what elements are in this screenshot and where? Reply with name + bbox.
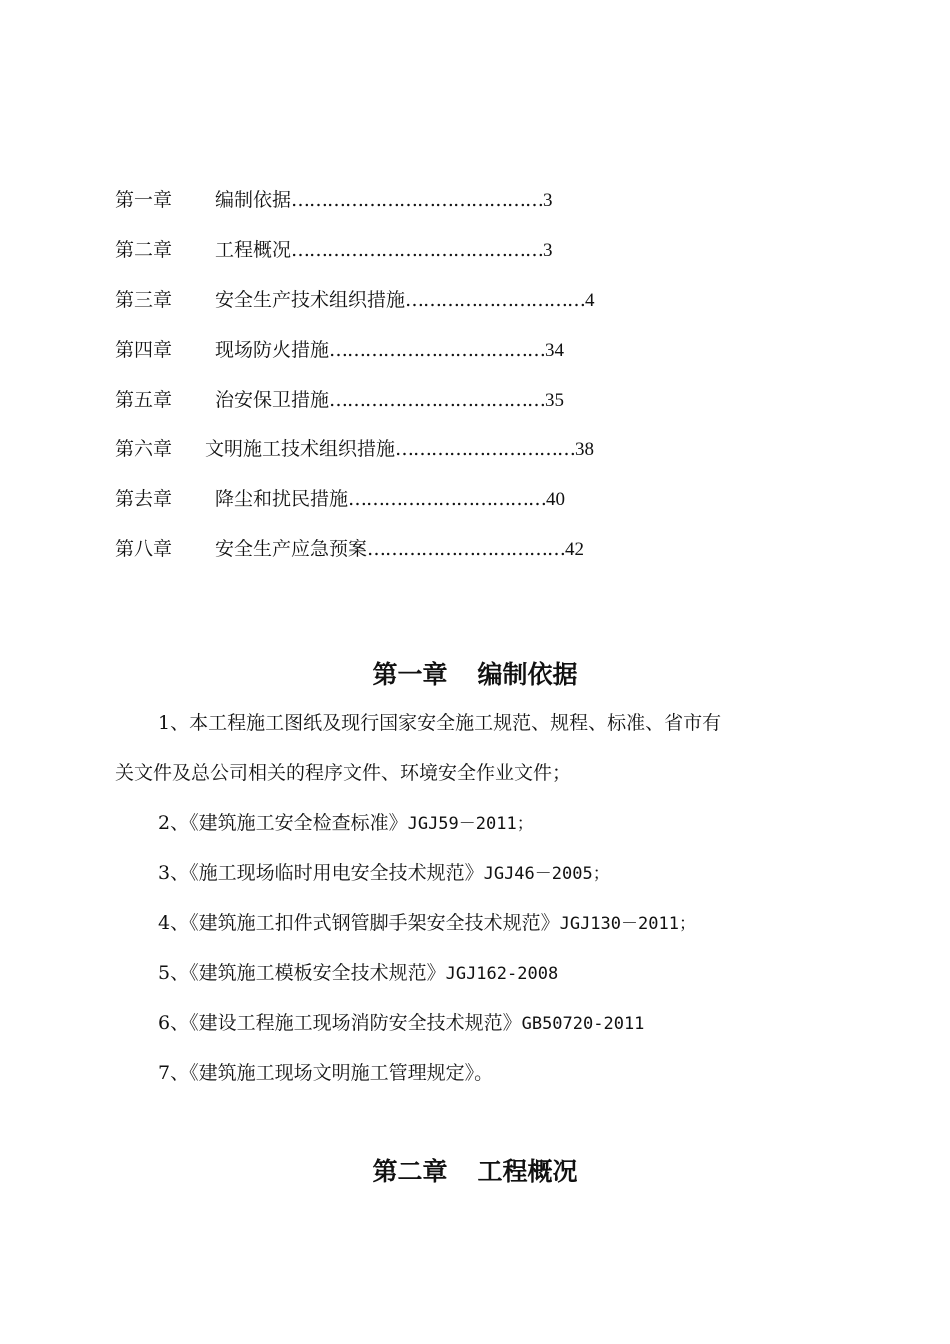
toc-title: 文明施工技术组织措施 (205, 438, 396, 460)
toc-title: 编制依据 (215, 189, 292, 211)
chapter-title: 工程概况 (477, 1157, 578, 1186)
reference-item (158, 998, 883, 1049)
toc-page-number: 38 (575, 439, 595, 460)
reference-code: JGJ130－2011； (559, 914, 696, 934)
toc-entry[interactable] (115, 534, 584, 564)
toc-chapter: 第六章 (115, 438, 173, 460)
toc-title: 安全生产技术组织措施 (215, 289, 406, 311)
toc-entry[interactable] (115, 285, 595, 315)
reference-title: 7、《建筑施工现场文明施工管理规定》。 (158, 1062, 494, 1084)
reference-title: 2、《建筑施工安全检查标准》 (158, 812, 408, 834)
reference-item (158, 848, 883, 899)
reference-code: JGJ162-2008 (445, 964, 559, 984)
reference-title: 6、《建设工程施工现场消防安全技术规范》 (158, 1012, 522, 1034)
toc-chapter: 第二章 (115, 239, 173, 261)
toc-title: 降尘和扰民措施 (215, 488, 349, 510)
toc-page-number: 40 (546, 489, 566, 510)
reference-title: 4、《建筑施工扣件式钢管脚手架安全技术规范》 (158, 912, 560, 934)
toc-chapter: 第一章 (115, 189, 173, 211)
reference-item (158, 898, 883, 949)
chapter-2-heading (0, 1155, 950, 1189)
toc-title: 工程概况 (215, 239, 292, 261)
toc-leader: …………………………………… (291, 189, 544, 211)
paragraph: 关文件及总公司相关的程序文件、环境安全作业文件； (115, 762, 572, 784)
reference-code: JGJ46－2005； (483, 864, 610, 884)
toc-chapter: 第八章 (115, 538, 173, 560)
chapter-1-heading (0, 658, 950, 692)
toc-leader: …………………………… (348, 488, 547, 510)
reference-code: JGJ59－2011； (407, 814, 534, 834)
reference-item (158, 948, 883, 999)
reference-code: GB50720-2011 (521, 1014, 645, 1034)
toc-page-number: 35 (545, 390, 565, 411)
chapter-number: 第一章 (372, 660, 448, 689)
reference-item (158, 798, 883, 849)
toc-entry[interactable] (115, 185, 553, 215)
toc-chapter: 第三章 (115, 289, 173, 311)
toc-page-number: 3 (543, 240, 553, 261)
reference-item (158, 1048, 883, 1099)
reference-title: 5、《建筑施工模板安全技术规范》 (158, 962, 446, 984)
toc-page-number: 3 (543, 190, 553, 211)
toc-title: 现场防火措施 (215, 339, 330, 361)
toc-entry[interactable] (115, 385, 564, 415)
chapter-number: 第二章 (372, 1157, 448, 1186)
toc-entry[interactable] (115, 484, 565, 514)
toc-leader: …………………………… (367, 538, 566, 560)
toc-entry[interactable] (115, 335, 564, 365)
chapter-title: 编制依据 (477, 660, 578, 689)
toc-page-number: 42 (565, 539, 585, 560)
toc-title: 安全生产应急预案 (215, 538, 368, 560)
toc-leader: …………………………………… (291, 239, 544, 261)
toc-chapter: 第四章 (115, 339, 173, 361)
toc-page-number: 34 (545, 340, 565, 361)
toc-leader: ……………………………… (329, 339, 546, 361)
toc-page-number: 4 (585, 290, 595, 311)
toc-leader: ………………………… (405, 289, 586, 311)
toc-chapter: 第五章 (115, 389, 173, 411)
toc-leader: ……………………………… (329, 389, 546, 411)
reference-title: 3、《施工现场临时用电安全技术规范》 (158, 862, 484, 884)
toc-entry[interactable] (115, 434, 594, 464)
toc-title: 治安保卫措施 (215, 389, 330, 411)
toc-chapter: 第去章 (115, 488, 173, 510)
toc-entry[interactable] (115, 235, 553, 265)
toc-leader: ………………………… (395, 438, 576, 460)
paragraph: 1、本工程施工图纸及现行国家安全施工规范、规程、标准、省市有 (158, 712, 722, 734)
